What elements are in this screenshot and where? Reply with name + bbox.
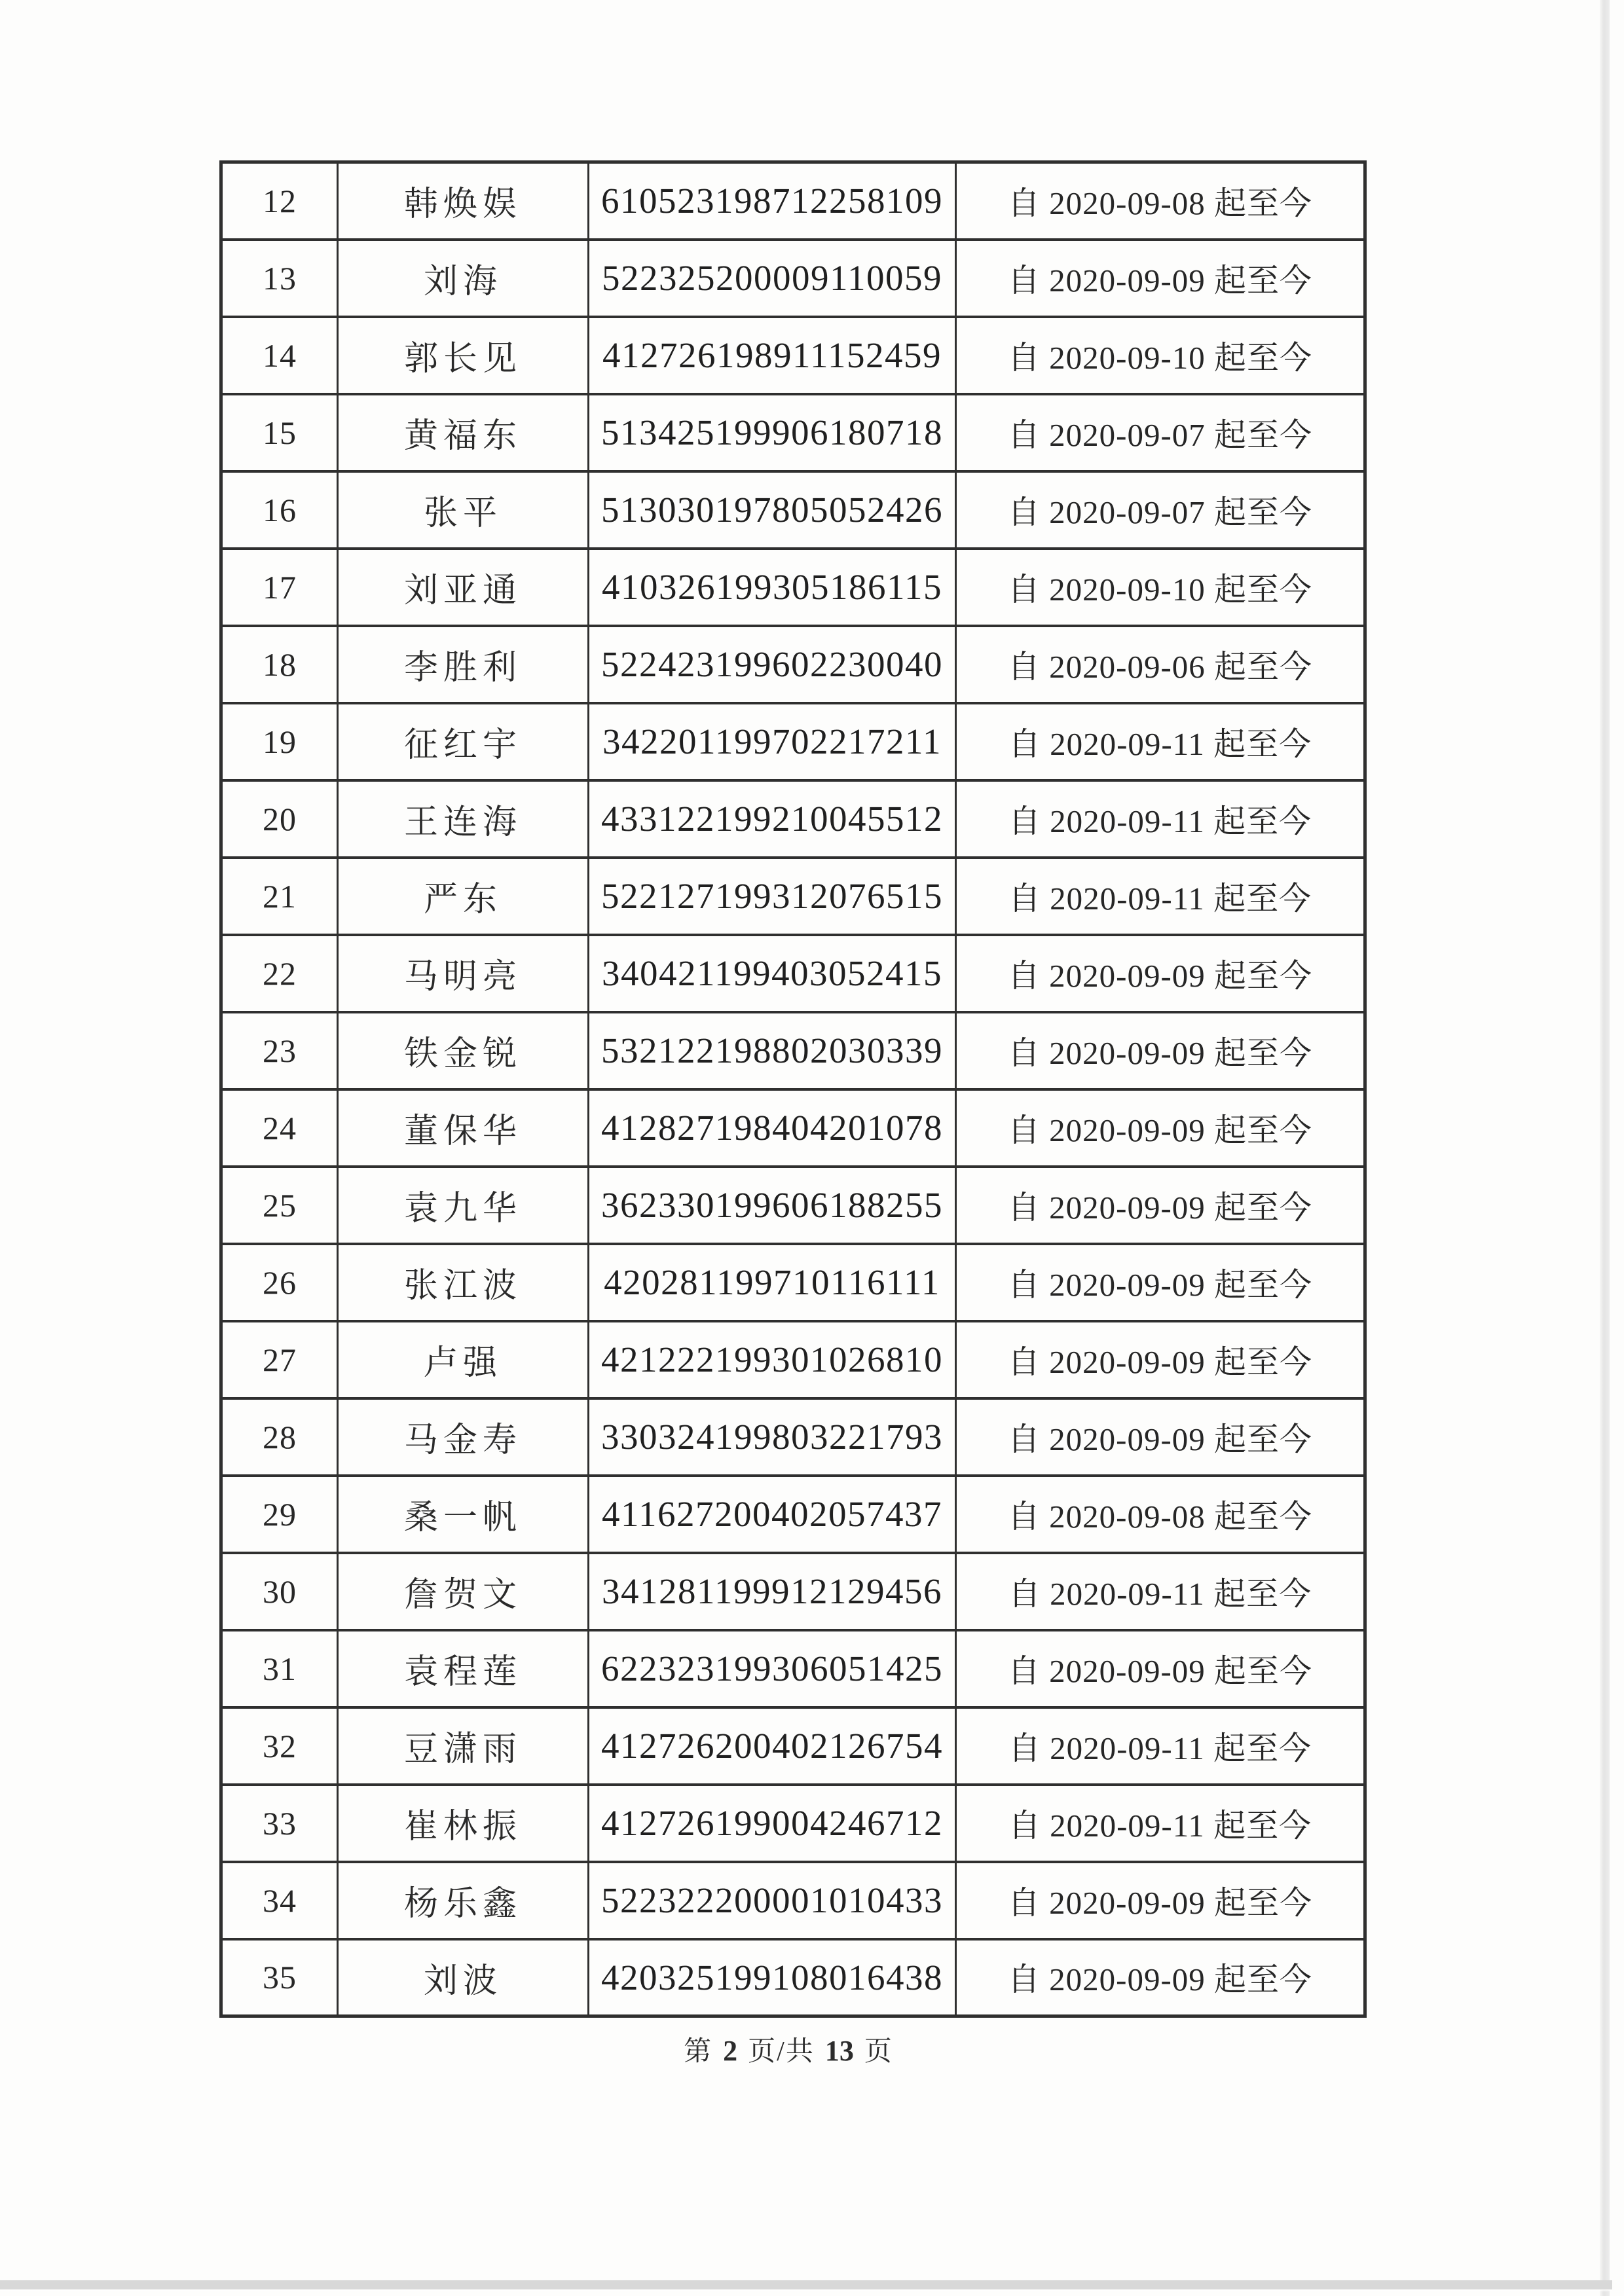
id-number-cell: 340421199403052415 xyxy=(589,935,956,1012)
name-cell: 董保华 xyxy=(338,1089,589,1167)
name-cell: 王连海 xyxy=(338,780,589,858)
name-cell: 刘海 xyxy=(338,240,589,317)
roster-table-body xyxy=(221,162,1365,2016)
period-cell: 自 2020-09-09 起至今 xyxy=(956,935,1365,1012)
table-row xyxy=(221,780,1365,858)
table-row xyxy=(221,1553,1365,1630)
period-cell: 自 2020-09-09 起至今 xyxy=(956,1862,1365,1939)
table-row xyxy=(221,626,1365,703)
name-cell: 桑一帆 xyxy=(338,1476,589,1553)
row-number-cell: 13 xyxy=(221,240,338,317)
id-number-cell: 610523198712258109 xyxy=(589,162,956,240)
id-number-cell: 433122199210045512 xyxy=(589,780,956,858)
id-number-cell: 330324199803221793 xyxy=(589,1398,956,1476)
row-number-cell: 16 xyxy=(221,471,338,549)
row-number-cell: 15 xyxy=(221,394,338,471)
table-row xyxy=(221,1089,1365,1167)
name-cell: 黄福东 xyxy=(338,394,589,471)
id-number-cell: 522325200009110059 xyxy=(589,240,956,317)
page-footer xyxy=(0,2030,1600,2069)
table-row xyxy=(221,240,1365,317)
table-row xyxy=(221,317,1365,394)
id-number-cell: 513030197805052426 xyxy=(589,471,956,549)
name-cell: 韩焕娱 xyxy=(338,162,589,240)
name-cell: 李胜利 xyxy=(338,626,589,703)
name-cell: 郭长见 xyxy=(338,317,589,394)
name-cell: 刘波 xyxy=(338,1939,589,2016)
table-row xyxy=(221,858,1365,935)
table-row xyxy=(221,1630,1365,1707)
scan-edge-bottom xyxy=(0,2280,1612,2289)
period-cell: 自 2020-09-09 起至今 xyxy=(956,240,1365,317)
id-number-cell: 532122198802030339 xyxy=(589,1012,956,1089)
period-cell: 自 2020-09-06 起至今 xyxy=(956,626,1365,703)
period-cell: 自 2020-09-11 起至今 xyxy=(956,703,1365,780)
row-number-cell: 22 xyxy=(221,935,338,1012)
footer-suffix: 页 xyxy=(864,2037,893,2067)
id-number-cell: 410326199305186115 xyxy=(589,549,956,626)
row-number-cell: 20 xyxy=(221,780,338,858)
period-cell: 自 2020-09-09 起至今 xyxy=(956,1012,1365,1089)
id-number-cell: 420281199710116111 xyxy=(589,1244,956,1321)
id-number-cell: 622323199306051425 xyxy=(589,1630,956,1707)
id-number-cell: 522423199602230040 xyxy=(589,626,956,703)
table-row xyxy=(221,935,1365,1012)
period-cell: 自 2020-09-11 起至今 xyxy=(956,1553,1365,1630)
period-cell: 自 2020-09-07 起至今 xyxy=(956,394,1365,471)
period-cell: 自 2020-09-09 起至今 xyxy=(956,1089,1365,1167)
name-cell: 马明亮 xyxy=(338,935,589,1012)
id-number-cell: 412726200402126754 xyxy=(589,1707,956,1785)
row-number-cell: 23 xyxy=(221,1012,338,1089)
id-number-cell: 522127199312076515 xyxy=(589,858,956,935)
roster-table-container xyxy=(219,160,1363,2018)
footer-current-page: 2 xyxy=(723,2035,738,2067)
id-number-cell: 522322200001010433 xyxy=(589,1862,956,1939)
footer-separator: 页/共 xyxy=(748,2037,815,2067)
period-cell: 自 2020-09-08 起至今 xyxy=(956,162,1365,240)
row-number-cell: 18 xyxy=(221,626,338,703)
period-cell: 自 2020-09-11 起至今 xyxy=(956,858,1365,935)
id-number-cell: 411627200402057437 xyxy=(589,1476,956,1553)
id-number-cell: 342201199702217211 xyxy=(589,703,956,780)
table-row xyxy=(221,1939,1365,2016)
period-cell: 自 2020-09-10 起至今 xyxy=(956,549,1365,626)
table-row xyxy=(221,1244,1365,1321)
row-number-cell: 29 xyxy=(221,1476,338,1553)
name-cell: 张江波 xyxy=(338,1244,589,1321)
period-cell: 自 2020-09-09 起至今 xyxy=(956,1167,1365,1244)
row-number-cell: 33 xyxy=(221,1785,338,1862)
name-cell: 铁金锐 xyxy=(338,1012,589,1089)
period-cell: 自 2020-09-09 起至今 xyxy=(956,1398,1365,1476)
row-number-cell: 14 xyxy=(221,317,338,394)
period-cell: 自 2020-09-09 起至今 xyxy=(956,1630,1365,1707)
table-row xyxy=(221,549,1365,626)
table-row xyxy=(221,1476,1365,1553)
row-number-cell: 12 xyxy=(221,162,338,240)
row-number-cell: 31 xyxy=(221,1630,338,1707)
period-cell: 自 2020-09-11 起至今 xyxy=(956,780,1365,858)
name-cell: 征红宇 xyxy=(338,703,589,780)
period-cell: 自 2020-09-09 起至今 xyxy=(956,1321,1365,1398)
table-row xyxy=(221,703,1365,780)
name-cell: 袁程莲 xyxy=(338,1630,589,1707)
row-number-cell: 35 xyxy=(221,1939,338,2016)
table-row xyxy=(221,1785,1365,1862)
id-number-cell: 412827198404201078 xyxy=(589,1089,956,1167)
name-cell: 崔林振 xyxy=(338,1785,589,1862)
table-row xyxy=(221,162,1365,240)
id-number-cell: 513425199906180718 xyxy=(589,394,956,471)
id-number-cell: 412726198911152459 xyxy=(589,317,956,394)
row-number-cell: 32 xyxy=(221,1707,338,1785)
table-row xyxy=(221,1862,1365,1939)
name-cell: 豆潇雨 xyxy=(338,1707,589,1785)
name-cell: 严东 xyxy=(338,858,589,935)
table-row xyxy=(221,471,1365,549)
name-cell: 袁九华 xyxy=(338,1167,589,1244)
table-row xyxy=(221,394,1365,471)
footer-total-pages: 13 xyxy=(824,2035,854,2067)
period-cell: 自 2020-09-11 起至今 xyxy=(956,1707,1365,1785)
table-row xyxy=(221,1707,1365,1785)
row-number-cell: 24 xyxy=(221,1089,338,1167)
name-cell: 卢强 xyxy=(338,1321,589,1398)
row-number-cell: 30 xyxy=(221,1553,338,1630)
period-cell: 自 2020-09-10 起至今 xyxy=(956,317,1365,394)
table-row xyxy=(221,1398,1365,1476)
table-row xyxy=(221,1167,1365,1244)
row-number-cell: 28 xyxy=(221,1398,338,1476)
table-row xyxy=(221,1321,1365,1398)
row-number-cell: 19 xyxy=(221,703,338,780)
period-cell: 自 2020-09-11 起至今 xyxy=(956,1785,1365,1862)
id-number-cell: 412726199004246712 xyxy=(589,1785,956,1862)
period-cell: 自 2020-09-07 起至今 xyxy=(956,471,1365,549)
table-row xyxy=(221,1012,1365,1089)
id-number-cell: 362330199606188255 xyxy=(589,1167,956,1244)
name-cell: 马金寿 xyxy=(338,1398,589,1476)
roster-table xyxy=(219,160,1367,2018)
footer-prefix: 第 xyxy=(684,2037,713,2067)
name-cell: 张平 xyxy=(338,471,589,549)
id-number-cell: 420325199108016438 xyxy=(589,1939,956,2016)
period-cell: 自 2020-09-09 起至今 xyxy=(956,1939,1365,2016)
row-number-cell: 34 xyxy=(221,1862,338,1939)
id-number-cell: 421222199301026810 xyxy=(589,1321,956,1398)
row-number-cell: 17 xyxy=(221,549,338,626)
row-number-cell: 27 xyxy=(221,1321,338,1398)
scan-edge-right xyxy=(1600,0,1610,2296)
row-number-cell: 25 xyxy=(221,1167,338,1244)
row-number-cell: 26 xyxy=(221,1244,338,1321)
name-cell: 杨乐鑫 xyxy=(338,1862,589,1939)
name-cell: 詹贺文 xyxy=(338,1553,589,1630)
row-number-cell: 21 xyxy=(221,858,338,935)
period-cell: 自 2020-09-08 起至今 xyxy=(956,1476,1365,1553)
period-cell: 自 2020-09-09 起至今 xyxy=(956,1244,1365,1321)
name-cell: 刘亚通 xyxy=(338,549,589,626)
id-number-cell: 341281199912129456 xyxy=(589,1553,956,1630)
